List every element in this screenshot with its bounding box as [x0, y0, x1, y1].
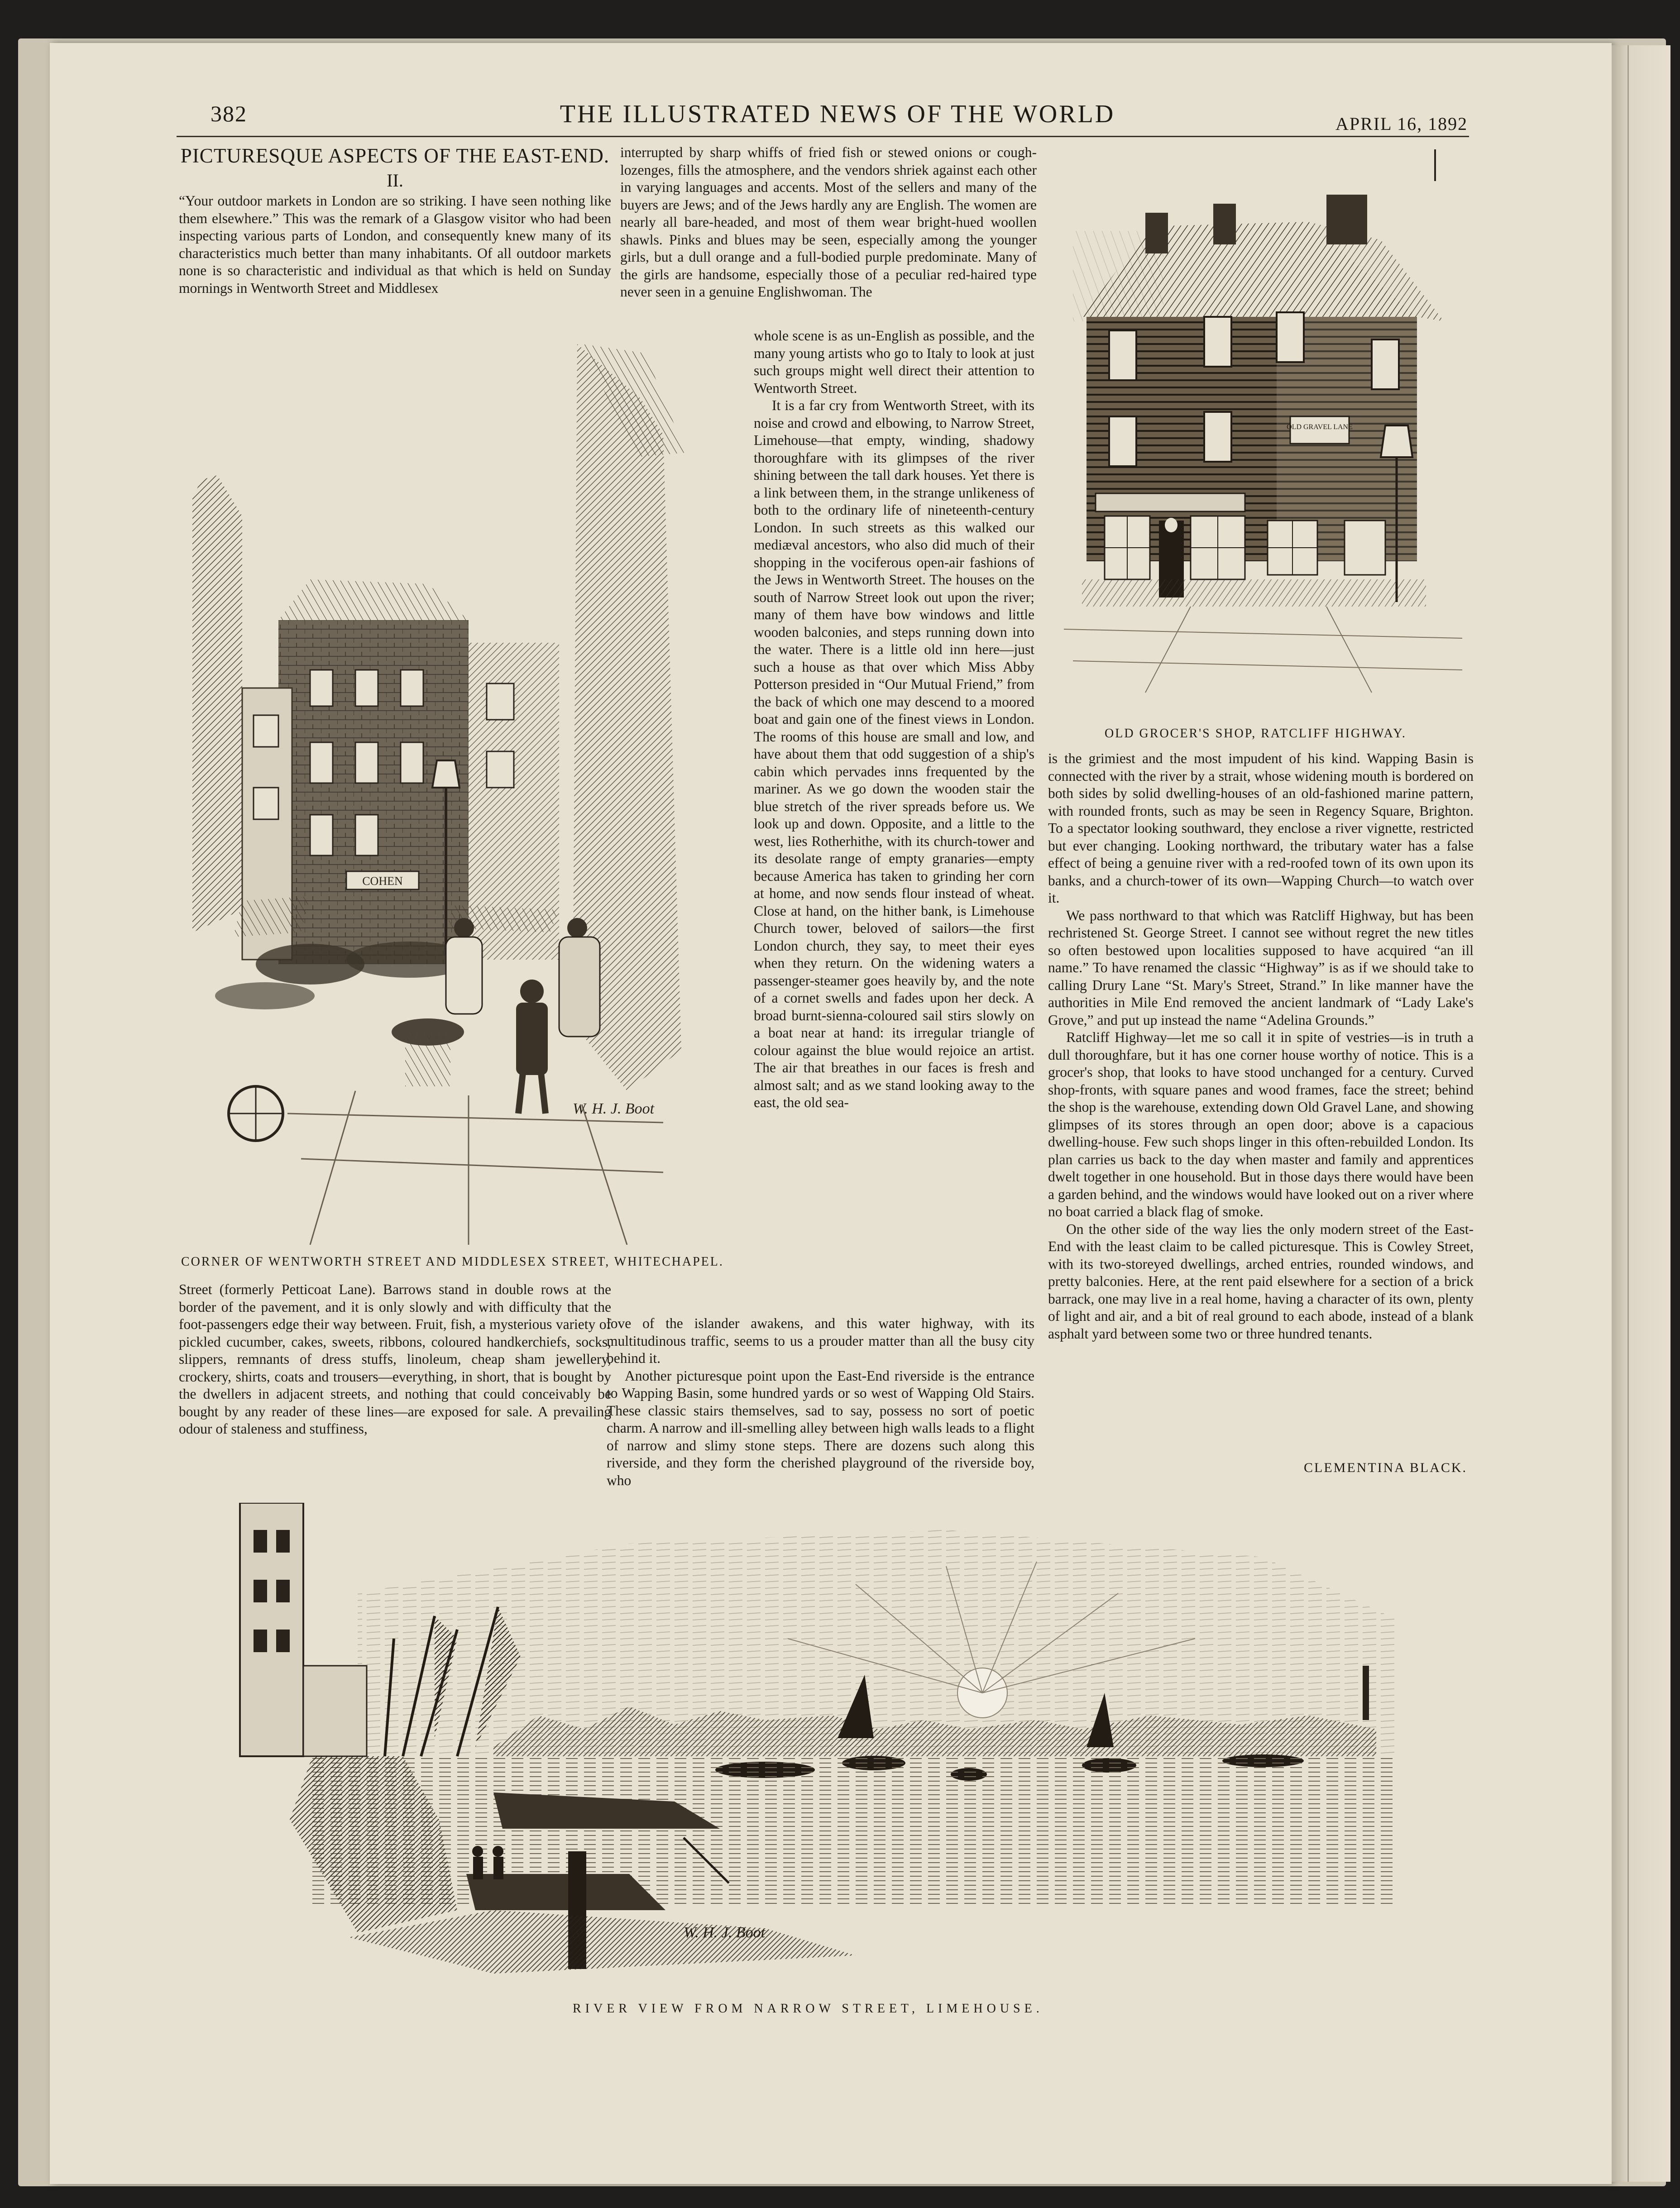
paragraph: whole scene is as un-English as possible, and the many young artists who go to Italy to look at just such groups might well direct their attention to Wentworth Street. — [754, 328, 1034, 396]
grocer-shop-drawing — [1055, 149, 1476, 715]
street-illustration-caption: CORNER OF WENTWORTH STREET AND MIDDLESEX STREET, WHITECHAPEL. — [181, 1255, 724, 1269]
lane-sign-text: OLD GRAVEL LANE — [1287, 423, 1353, 431]
author-signature: CLEMENTINA BLACK. — [1304, 1460, 1467, 1475]
paragraph: “Your outdoor markets in London are so striking. I have seen nothing like them elsewhere.” This was the remark of a Glasgow visitor who had been inspecting various parts of London, and consequently knew many of its characteristics much better than many inhabitants. Of all outdoor markets none is so characteristic and individual as that which is held on Sunday mornings in Wentworth Street and Middlesex — [179, 193, 611, 296]
paragraph: love of the islander awakens, and this water highway, with its multitudinous traffic, seems to us a prouder matter than all the busy city behind it. — [607, 1315, 1034, 1366]
paragraph: is the grimiest and the most impudent of his kind. Wapping Basin is connected with the river by a strait, whose widening mouth is bordered on both sides by solid dwelling-houses of an old-fashioned marine pattern, with rounded fronts, such as may be seen in Regency Square, Brighton. To a spectator looking southward, they enclose a river vignette, restricted but ever changing. Looking northward, the tributary water has a false effect of being a genuine river with a red-roofed town of its own upon its banks, and a church-tower of its own—Wapping Church—to watch over it. — [1048, 750, 1474, 906]
paragraph: interrupted by sharp whiffs of fried fish or stewed onions or cough-lozenges, fills the atmosphere, and the vendors shriek against each other in varying languages and accents. Most of the sellers and many of the buyers are Jews; and of the Jews hardly any are English. The women are nearly all bare-headed, and most of them wear bright-hued woollen shawls. Pinks and blues may be seen, especially among the younger girls, but a dull orange and a full-bodied purple predominate. Many of the girls are handsome, especially those of a peculiar red-haired type never seen in a genuine Englishwoman. The — [620, 144, 1037, 300]
column-2-narrow — [754, 327, 1034, 1112]
shop-sign-text: COHEN — [362, 875, 403, 888]
artist-signature: W. H. J. Boot — [573, 1100, 655, 1117]
article-part: II. — [387, 170, 403, 191]
street-illustration — [174, 344, 708, 1245]
grocer-shop-illustration — [1055, 149, 1476, 715]
page-gutter — [1627, 45, 1629, 2182]
column-2-bottom — [607, 1315, 1034, 1489]
paragraph: On the other side of the way lies the only modern street of the East-End with the least claim to be called picturesque. This is Cowley Street, with its two-storeyed dwellings, arched entries, rounded windows, and pretty balconies. Here, at the rent paid elsewhere for a section of a brick barrack, one may live in a real home, having a character of its own, plenty of light and air, and a bit of real ground to each abode, instead of a blank asphalt yard between some two or three hundred tenants. — [1048, 1221, 1474, 1342]
column-3 — [1048, 750, 1474, 1343]
page-number: 382 — [211, 101, 247, 126]
column-1-top — [179, 192, 611, 297]
paragraph: It is a far cry from Wentworth Street, with its noise and crowd and elbowing, to Narrow Street, Limehouse—that empty, winding, shadowy thoroughfare with its glimpses of the river shining between the tall dark houses. Yet there is a link between them, in the strange unlikeness of both to the ordinary life of nineteenth-century London. In such streets as this walked our mediæval ancestors, who also did much of their shopping in the vociferous open-air fashions of the Jews in Wentworth Street. The houses on the south of Narrow Street look out upon the river; many of them have bow windows and little wooden balconies, and steps running down into the water. There is a little old inn here—just such a house as that over which Miss Abby Potterson presided in “Our Mutual Friend,” from the back of which one may descend to a moored boat and gain one of the finest views in London. The rooms of this house are small and low, and have about them that odd suggestion of a ship's cabin which pervades inns frequented by the mariner. As we go down the wooden stair the blue stretch of the river spreads before us. We look up and down. Opposite, and a little to the west, lies Rotherhithe, with its church-tower and its desolate range of empty granaries—empty because America has taken to grinding her corn at home, and now sends flour instead of wheat. Close at hand, on the hither bank, is Limehouse Church tower, beloved of sailors—the first London church, they say, to meet their eyes when they return. On the widening waters a passenger-steamer goes heavily by, and the note of a cornet swells and fades upon her deck. A broad burnt-sienna-coloured sail stirs slowly on a boat near at hand: its irregular triangle of colour against the blue would rejoice an artist. The air that breathes in our faces is fresh and almost salt; and as we stand looking away to the east, the old sea- — [754, 397, 1034, 1110]
paragraph: Ratcliff Highway—let me so call it in spite of vestries—is in truth a dull thoroughfare, but it has one corner house worthy of notice. This is a grocer's shop, that looks to have stood unchanged for a century. Curved shop-fronts, with square panes and wood frames, face the street; behind the shop is the warehouse, extending down Old Gravel Lane, and showing glimpses of its stores through an open door; above is a capacious dwelling-house. Few such shops linger in this often-rebuilded London. Its plan carries us back to the day when master and family and apprentices dwelt together in one household. But in those days there would have been a garden behind, and the windows would have looked out on a river where no boat carried a black flag of smoke. — [1048, 1029, 1474, 1219]
street-scene-drawing — [174, 344, 708, 1245]
article-title: PICTURESQUE ASPECTS OF THE EAST-END. — [180, 144, 610, 167]
paragraph: Street (formerly Petticoat Lane). Barrows stand in double rows at the border of the pavement, and it is only slowly and with difficulty that the foot-passengers edge their way between. Fruit, fish, a mysterious variety of pickled cucumber, cakes, sweets, ribbons, coloured handkerchiefs, socks, slippers, remnants of dress stuffs, linoleum, cheap sham jewellery, crockery, shirts, coats and trousers—everything, in short, that is bought by the dwellers in adjacent streets, and nothing that could conceivably be bought by any reader of these lines—are exposed for sale. A prevailing odour of staleness and stuffiness, — [179, 1281, 611, 1437]
river-illustration-caption: RIVER VIEW FROM NARROW STREET, LIMEHOUSE. — [573, 2002, 1043, 2016]
column-2-top — [620, 144, 1037, 301]
paragraph: Another picturesque point upon the East-End riverside is the entrance to Wapping Basin, some hundred yards or so west of Wapping Old Stairs. These classic stairs themselves, sad to say, possess no sort of poetic charm. A narrow and ill-smelling alley between high walls leads to a flight of narrow and slimy stone steps. There are dozens such along this riverside, and they form the cherished playground of the riverside boy, who — [607, 1367, 1034, 1488]
issue-date: APRIL 16, 1892 — [1335, 114, 1468, 134]
river-artist-signature: W. H. J. Boot — [684, 1924, 766, 1941]
river-scene-drawing — [222, 1503, 1426, 1992]
river-illustration — [222, 1503, 1426, 1992]
masthead: THE ILLUSTRATED NEWS OF THE WORLD — [560, 100, 1115, 128]
paragraph: We pass northward to that which was Ratcliff Highway, but has been rechristened St. George Street. I cannot see without regret the new titles so often bestowed upon localities supposed to have acquired “an ill name.” To have renamed the classic “Highway” is as if we should take to calling Drury Lane “St. Mary's Street, Strand.” In like manner have the authorities in Mile End removed the ancient landmark of “Lady Lake's Grove,” and put up instead the name “Adelina Grounds.” — [1048, 907, 1474, 1028]
grocer-illustration-caption: OLD GROCER'S SHOP, RATCLIFF HIGHWAY. — [1105, 726, 1407, 741]
facing-page-edge — [1612, 45, 1670, 2182]
header-rule — [177, 136, 1469, 137]
column-1-bottom — [179, 1281, 611, 1438]
